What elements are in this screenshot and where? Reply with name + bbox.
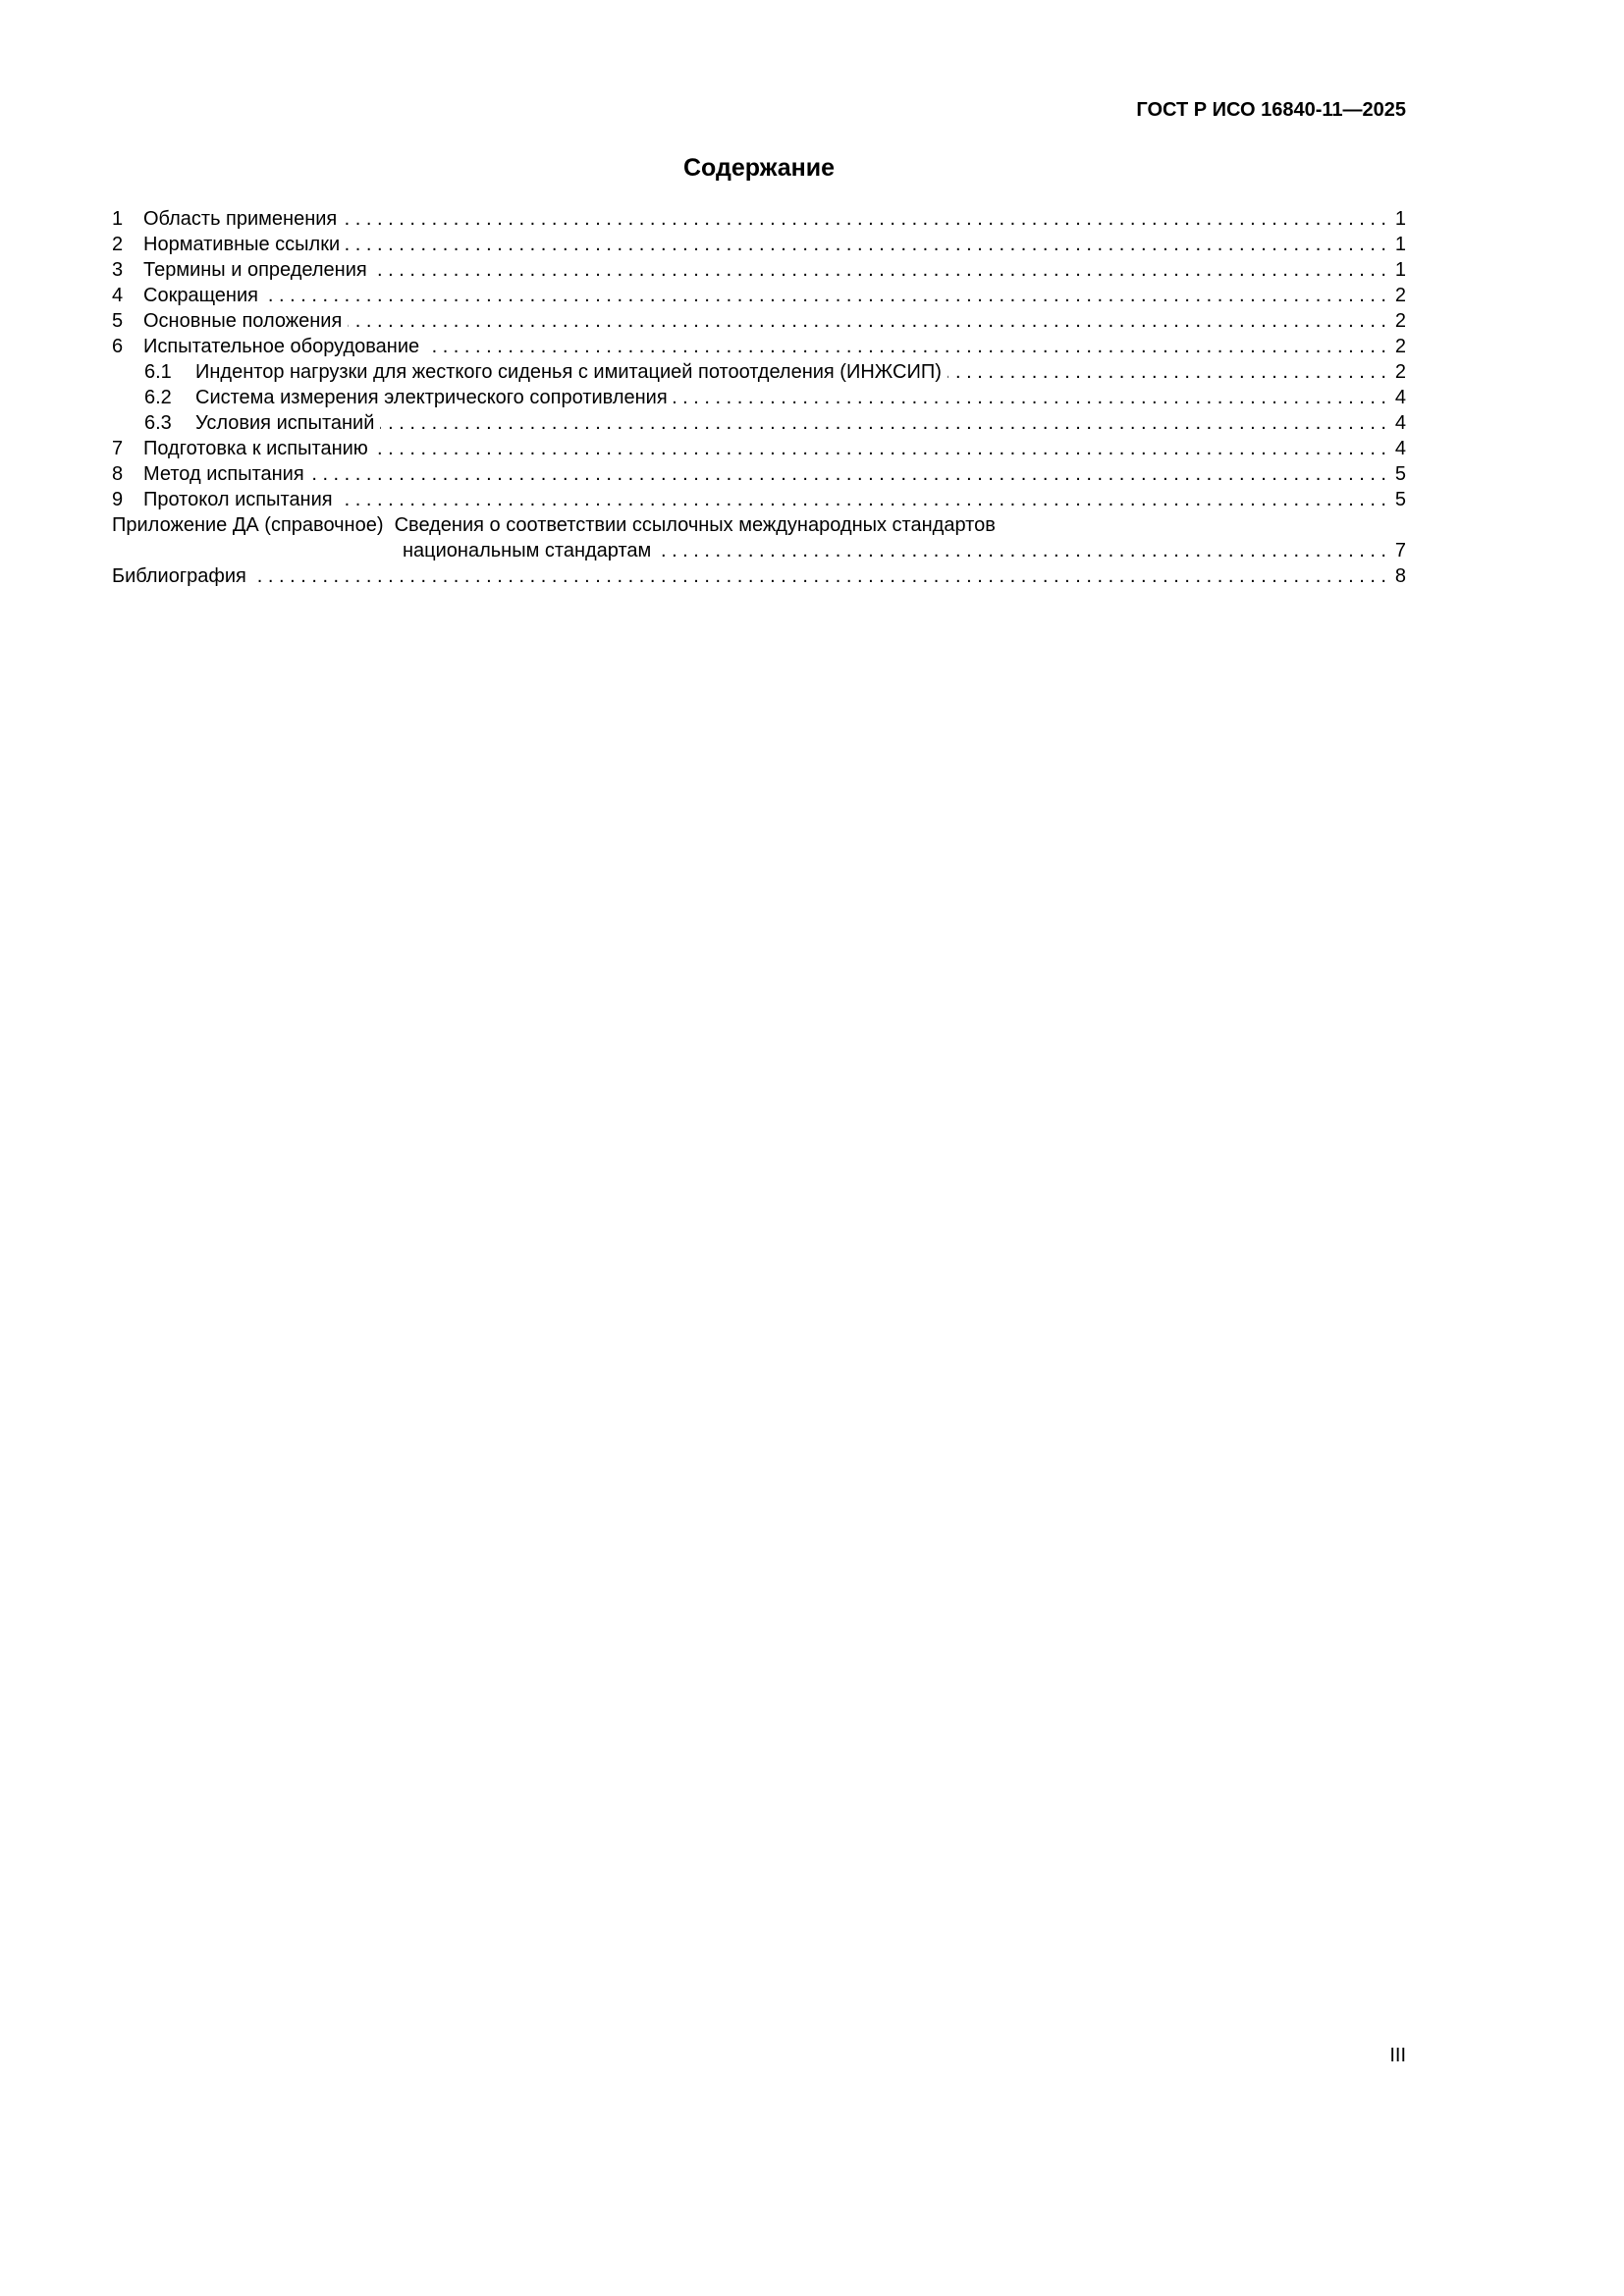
toc-entry-number: 5 bbox=[112, 310, 124, 332]
toc-entry-number: 6 bbox=[112, 336, 124, 357]
toc-entry-label: Библиография bbox=[112, 565, 246, 587]
toc-entry bbox=[112, 308, 1406, 334]
toc-leader-dots bbox=[374, 436, 1386, 461]
toc-entry bbox=[112, 487, 1406, 512]
toc-entry-label: Нормативные ссылки bbox=[143, 234, 341, 255]
toc-leader-dots bbox=[343, 206, 1386, 232]
toc-entry-number: 8 bbox=[112, 463, 124, 485]
toc-entry-page: 5 bbox=[1394, 489, 1406, 510]
toc-entry-number: 4 bbox=[112, 285, 124, 306]
toc-entry-label: Испытательное оборудование bbox=[143, 336, 420, 357]
toc-entry bbox=[112, 385, 1406, 410]
toc-leader-dots bbox=[657, 538, 1386, 563]
toc-entry-label: Приложение ДА (справочное) Сведения о соответствии ссылочных международных стандартов bbox=[112, 514, 996, 536]
toc-entry-page: 8 bbox=[1394, 565, 1406, 587]
toc-leader-dots bbox=[310, 461, 1386, 487]
toc-entry-label: Сокращения bbox=[143, 285, 258, 306]
toc-entry-page: 4 bbox=[1394, 438, 1406, 459]
toc-entry bbox=[112, 436, 1406, 461]
toc-entry-number: 6.3 bbox=[144, 412, 172, 434]
toc-leader-dots bbox=[348, 308, 1386, 334]
toc-entry bbox=[112, 206, 1406, 232]
toc-leader-dots bbox=[252, 563, 1386, 589]
footer-page-number: III bbox=[1389, 2045, 1406, 2066]
toc-entry-label: Подготовка к испытанию bbox=[143, 438, 368, 459]
toc-entry-page: 1 bbox=[1394, 234, 1406, 255]
toc-entry bbox=[112, 257, 1406, 283]
toc-entry bbox=[112, 283, 1406, 308]
toc-entry-page: 2 bbox=[1394, 336, 1406, 357]
toc-entry-page: 2 bbox=[1394, 361, 1406, 383]
toc-entry-label: Область применения bbox=[143, 208, 338, 230]
toc-entry-number: 2 bbox=[112, 234, 124, 255]
toc-entry-number: 7 bbox=[112, 438, 124, 459]
toc-entry bbox=[112, 334, 1406, 359]
toc-entry-page: 4 bbox=[1394, 412, 1406, 434]
toc-entry bbox=[112, 359, 1406, 385]
toc-entry-appendix-line1 bbox=[112, 512, 1406, 538]
toc-entry-number: 9 bbox=[112, 489, 124, 510]
toc-leader-dots bbox=[339, 487, 1386, 512]
toc-entry-number: 3 bbox=[112, 259, 124, 281]
toc-entry-label: Система измерения электрического сопротивления bbox=[195, 387, 668, 408]
toc-entry-page: 7 bbox=[1394, 540, 1406, 561]
toc-entry-number: 6.1 bbox=[144, 361, 172, 383]
toc-leader-dots bbox=[947, 359, 1386, 385]
toc-leader-dots bbox=[346, 232, 1386, 257]
toc-entry bbox=[112, 232, 1406, 257]
toc-leader-dots bbox=[380, 410, 1386, 436]
toc-entry-label: Метод испытания bbox=[143, 463, 304, 485]
toc-entry-label: Протокол испытания bbox=[143, 489, 333, 510]
toc-leader-dots bbox=[425, 334, 1386, 359]
toc-entry-page: 1 bbox=[1394, 259, 1406, 281]
toc-list bbox=[112, 206, 1406, 589]
toc-entry-label: Основные положения bbox=[143, 310, 343, 332]
toc-entry bbox=[112, 461, 1406, 487]
toc-entry bbox=[112, 563, 1406, 589]
document-header: ГОСТ Р ИСО 16840-11—2025 bbox=[1136, 99, 1406, 121]
toc-entry-appendix-line2 bbox=[112, 538, 1406, 563]
toc-entry-label: Условия испытаний bbox=[195, 412, 375, 434]
toc-entry-page: 5 bbox=[1394, 463, 1406, 485]
toc-entry-page: 2 bbox=[1394, 285, 1406, 306]
toc-leader-dots bbox=[373, 257, 1386, 283]
toc-entry bbox=[112, 410, 1406, 436]
toc-entry-label: национальным стандартам bbox=[403, 540, 652, 561]
toc-entry-number: 6.2 bbox=[144, 387, 172, 408]
toc-entry-page: 2 bbox=[1394, 310, 1406, 332]
toc-entry-label: Индентор нагрузки для жесткого сиденья с имитацией потоотделения (ИНЖСИП) bbox=[195, 361, 942, 383]
toc-leader-dots bbox=[264, 283, 1386, 308]
page-content bbox=[112, 98, 1406, 589]
toc-entry-label: Термины и определения bbox=[143, 259, 367, 281]
toc-entry-page: 4 bbox=[1394, 387, 1406, 408]
toc-entry-number: 1 bbox=[112, 208, 124, 230]
toc-leader-dots bbox=[674, 385, 1386, 410]
toc-entry-page: 1 bbox=[1394, 208, 1406, 230]
toc-title: Содержание bbox=[682, 154, 836, 182]
